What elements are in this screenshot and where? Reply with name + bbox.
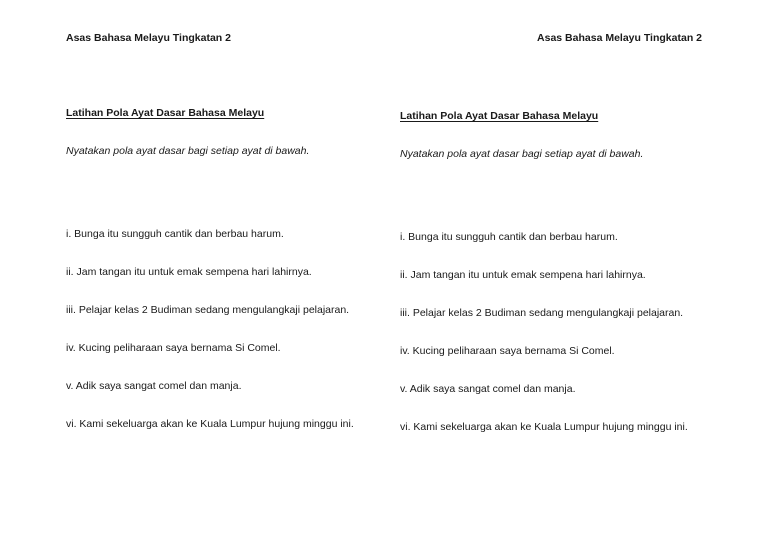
sentence-item: i. Bunga itu sungguh cantik dan berbau harum. xyxy=(66,228,284,240)
page-header: Asas Bahasa Melayu Tingkatan 2 xyxy=(537,32,702,44)
sentence-list xyxy=(66,228,354,456)
sentence-item: v. Adik saya sangat comel dan manja. xyxy=(66,380,242,392)
sentence-item: v. Adik saya sangat comel dan manja. xyxy=(400,383,576,395)
sentence-item: ii. Jam tangan itu untuk emak sempena hari lahirnya. xyxy=(66,266,312,278)
sentence-item: vi. Kami sekeluarga akan ke Kuala Lumpur hujung minggu ini. xyxy=(66,418,354,430)
sentence-item: iii. Pelajar kelas 2 Budiman sedang mengulangkaji pelajaran. xyxy=(66,304,350,316)
right-page xyxy=(384,0,768,543)
exercise-instruction: Nyatakan pola ayat dasar bagi setiap ayat di bawah. xyxy=(66,145,310,157)
left-page xyxy=(0,0,354,543)
exercise-title: Latihan Pola Ayat Dasar Bahasa Melayu xyxy=(66,107,265,119)
sentence-item: iv. Kucing peliharaan saya bernama Si Comel. xyxy=(66,342,281,354)
sentence-list xyxy=(400,231,688,459)
sentence-item: iii. Pelajar kelas 2 Budiman sedang mengulangkaji pelajaran. xyxy=(400,307,684,319)
sentence-item: iv. Kucing peliharaan saya bernama Si Comel. xyxy=(400,345,615,357)
exercise-title: Latihan Pola Ayat Dasar Bahasa Melayu xyxy=(400,110,599,122)
page-header: Asas Bahasa Melayu Tingkatan 2 xyxy=(66,32,231,44)
exercise-instruction: Nyatakan pola ayat dasar bagi setiap ayat di bawah. xyxy=(400,148,644,160)
sentence-item: i. Bunga itu sungguh cantik dan berbau harum. xyxy=(400,231,618,243)
sentence-item: ii. Jam tangan itu untuk emak sempena hari lahirnya. xyxy=(400,269,646,281)
sentence-item: vi. Kami sekeluarga akan ke Kuala Lumpur hujung minggu ini. xyxy=(400,421,688,433)
